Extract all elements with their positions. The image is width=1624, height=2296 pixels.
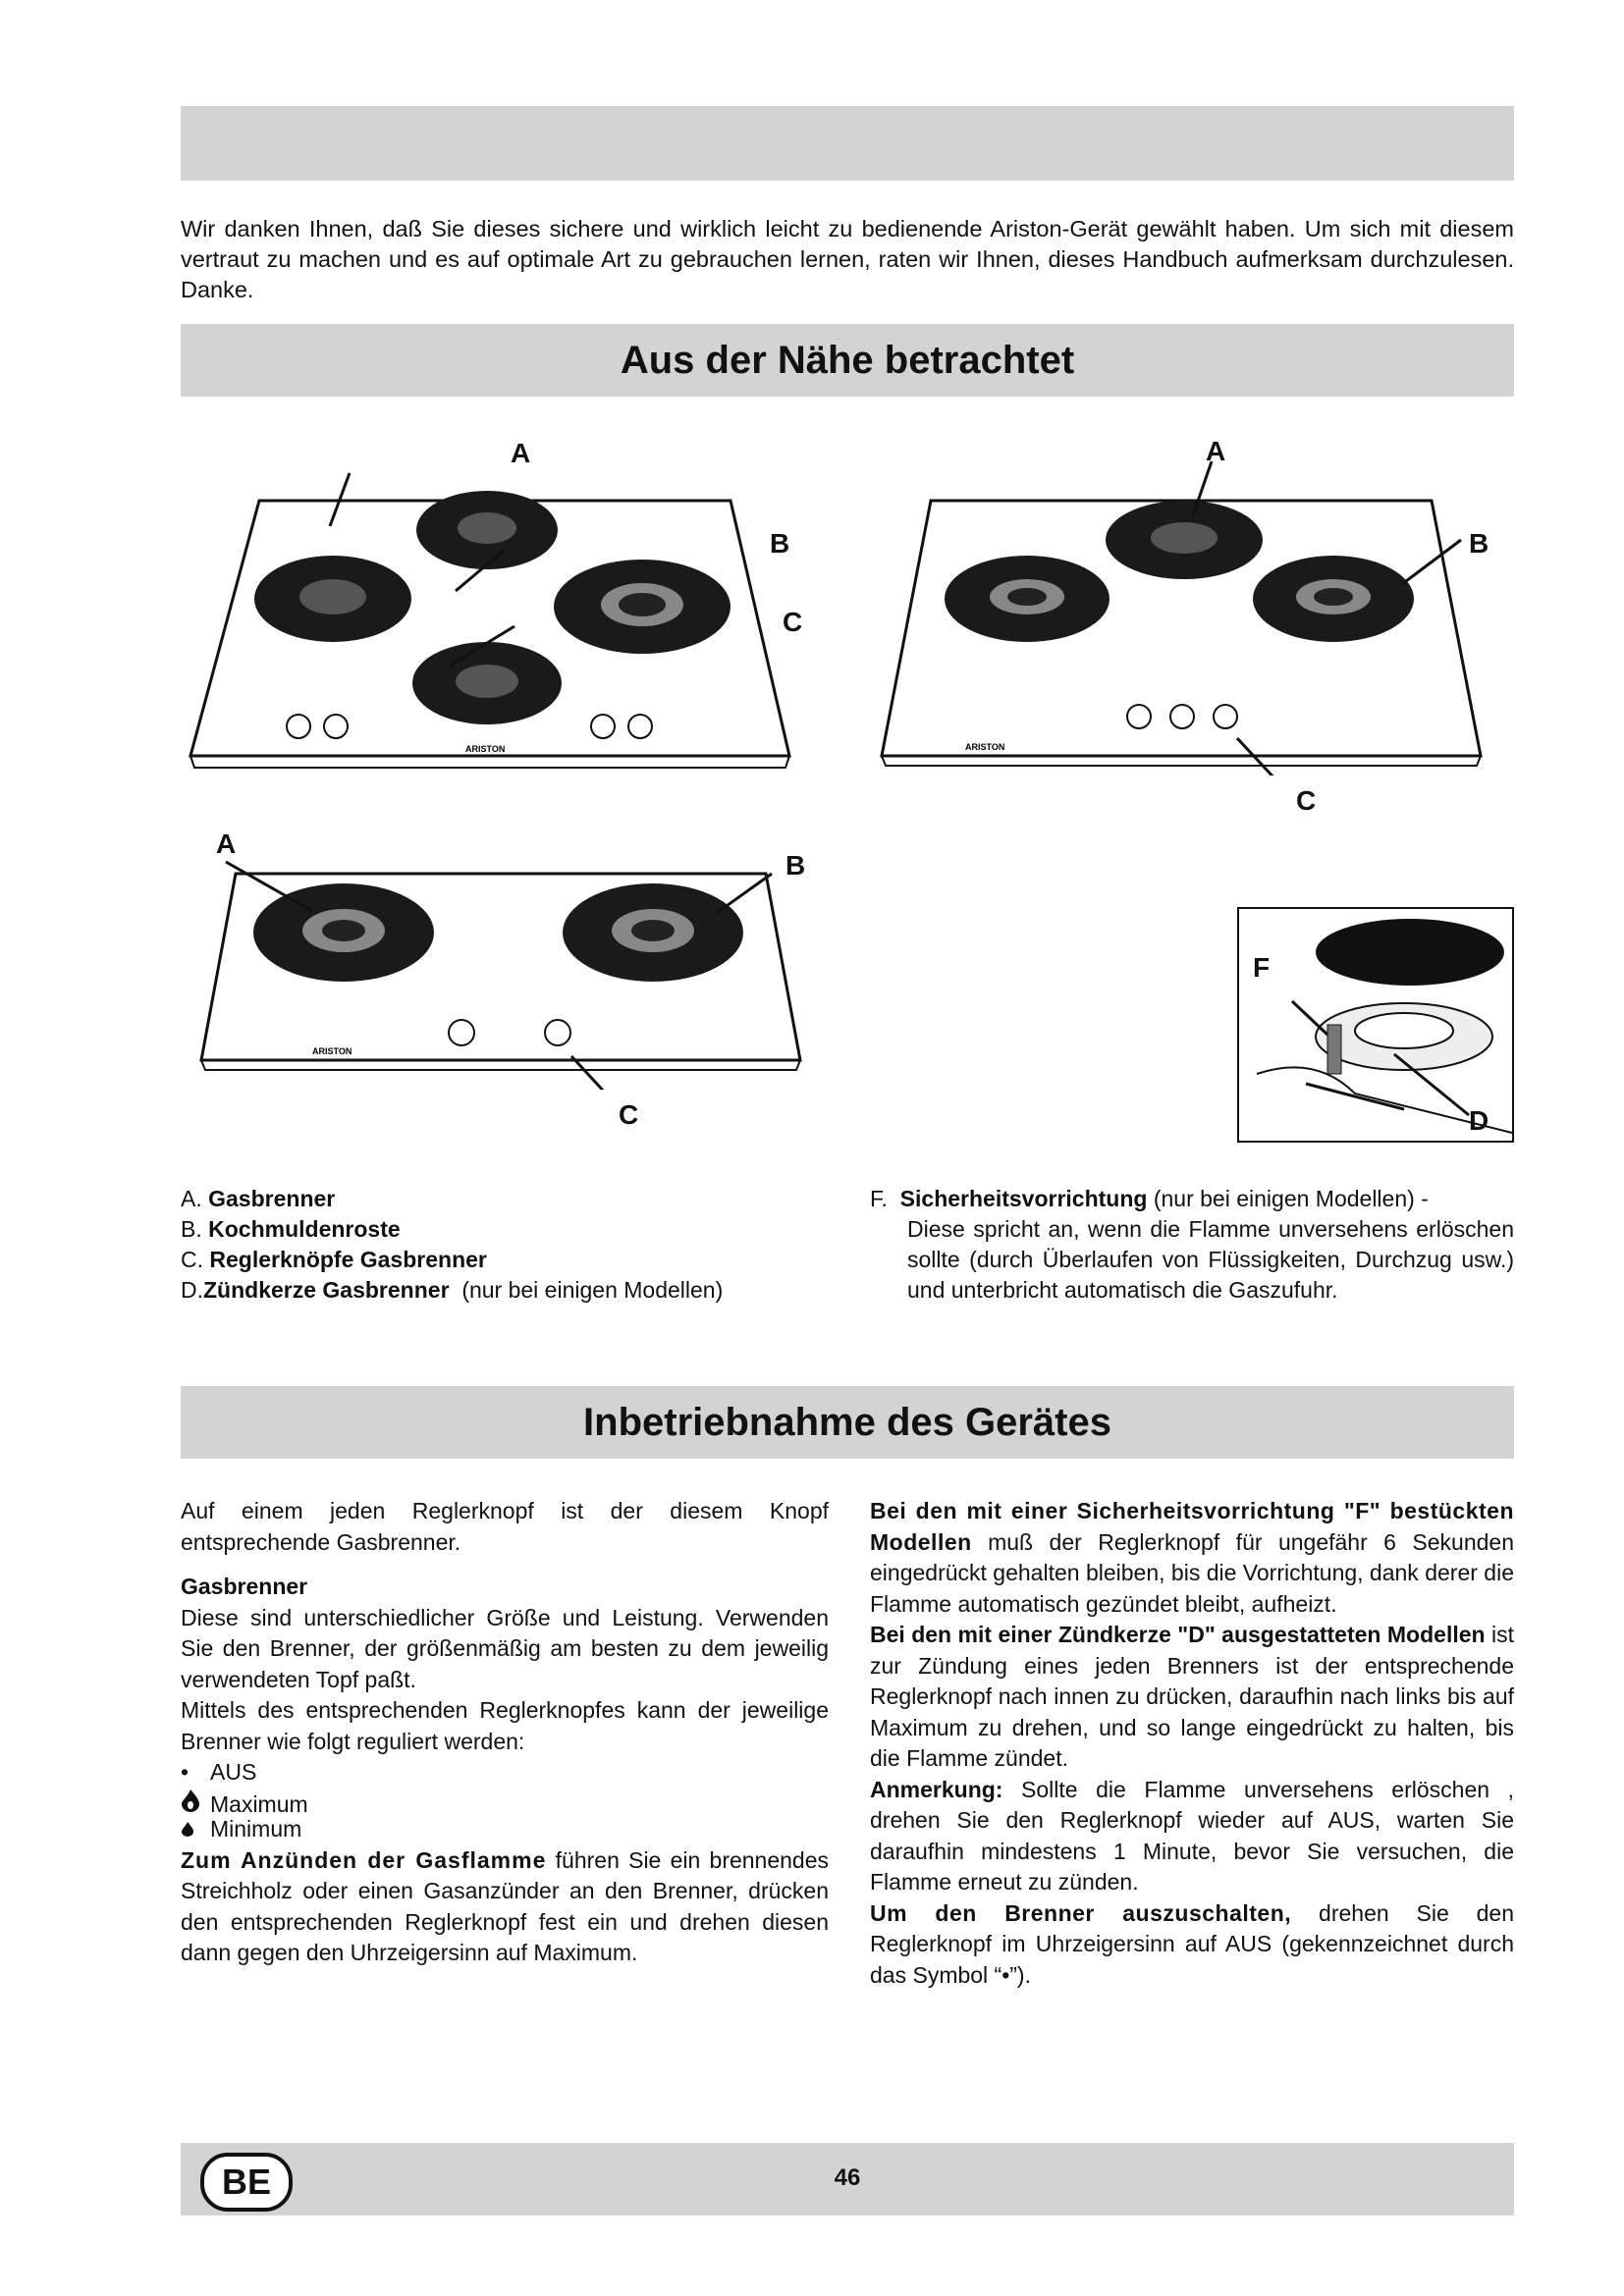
regulation-text: Mittels des entsprechenden Reglerknopfes kann der jeweilige Brenner wie folgt reguliert werden: <box>181 1697 829 1754</box>
setting-off: • AUS <box>181 1757 829 1789</box>
safety-device-text: Bei den mit einer Sicherheitsvorrichtung "F" bestückten Modellen muß der Reglerknopf für ungefähr 6 Sekunden eingedrückt gehalten bleiben, bis die Vorrichtung, dank derer die Flamme automatisch gezündet bleibt, aufheizt. <box>870 1498 1514 1617</box>
setting-min: Minimum <box>181 1814 829 1845</box>
label-c-3: C <box>619 1099 639 1130</box>
spark-plug-text: Bei den mit einer Zündkerze "D" ausgestatteten Modellen ist zur Zündung eines jeden Brenners ist der entsprechende Reglerknopf nach innen zu drücken, daraufhin nach links bis auf Maximum zu drehen, und so lange eingedrückt zu halten, bis die Flamme zündet. <box>870 1622 1515 1771</box>
page-number: 46 <box>834 2164 861 2191</box>
section-title-startup: Inbetriebnahme des Gerätes <box>583 1401 1111 1444</box>
label-c: C <box>783 607 803 637</box>
burner-size-text: Diese sind unterschiedlicher Größe und Leistung. Verwenden Sie den Brenner, der größenmäßig am besten zu dem jeweilig verwendeten Topf paßt. <box>181 1604 829 1692</box>
brand-logo-2: ARISTON <box>965 742 1005 752</box>
right-column <box>870 1496 1514 1991</box>
footer-band <box>181 2143 1514 2216</box>
label-b-3: B <box>785 850 806 881</box>
intro-text: Wir danken Ihnen, daß Sie dieses sichere und wirklich leicht zu bedienende Ariston-Gerät gewählt haben. Um sich mit diesem vertraut zu machen und es auf optimale Art zu gebrauchen lernen, raten wir Ihnen, dieses Handbuch aufmerksam durchzulesen. Danke. <box>181 216 1514 302</box>
section-title-overview: Aus der Nähe betrachtet <box>620 339 1075 382</box>
switch-off-text: Um den Brenner auszuschalten, drehen Sie den Reglerknopf im Uhrzeigersinn auf AUS (gekennzeichnet durch das Symbol “•”). <box>870 1899 1515 1988</box>
bullet-icon: • <box>181 1759 189 1785</box>
label-f: F <box>1253 952 1271 983</box>
legend-item-a: A. Gasbrenner <box>181 1186 336 1211</box>
setting-max: Maximum <box>181 1789 829 1821</box>
header-band <box>181 106 1514 181</box>
legend-item-c: C. Reglerknöpfe Gasbrenner <box>181 1247 487 1272</box>
label-b: B <box>770 528 790 559</box>
label-d: D <box>1469 1105 1489 1136</box>
ignition-text: Zum Anzünden der Gasflamme führen Sie ein brennendes Streichholz oder einen Gasanzünder an den Brenner, drücken den entsprechenden Reglerknopf fest ein und drehen diesen dann gegen den Uhrzeigersinn auf Maximum. <box>181 1846 830 1965</box>
brand-logo-3: ARISTON <box>312 1046 352 1056</box>
legend-right <box>870 1184 1514 1306</box>
burner-left <box>254 556 411 642</box>
hob-figure-two-burner <box>196 844 805 1090</box>
hob-figure-three-burner <box>872 461 1490 775</box>
burner-bottom <box>412 642 562 724</box>
section-band-2 <box>181 1386 1514 1459</box>
label-a: A <box>511 438 531 468</box>
label-b-2: B <box>1469 528 1489 559</box>
label-c-2: C <box>1296 785 1317 816</box>
brand-logo: ARISTON <box>465 744 506 754</box>
small-flame-icon <box>181 1814 210 1845</box>
legend-item-d: D.Zündkerze Gasbrenner (nur bei einigen Modellen) <box>181 1277 724 1303</box>
country-badge: BE <box>200 2153 293 2212</box>
legend-item-b: B. Kochmuldenroste <box>181 1216 401 1242</box>
label-a-2: A <box>1206 436 1226 466</box>
left-column <box>181 1496 829 1969</box>
note-text: Anmerkung: Sollte die Flamme unversehens erlöschen , drehen Sie den Reglerknopf wieder auf AUS, warten Sie daraufhin mindestens 1 Minute, bevor Sie versuchen, die Flamme erneut zu zünden. <box>870 1776 1514 1895</box>
hob-figure-four-burner <box>181 432 809 785</box>
legend-item-f-text: Diese spricht an, wenn die Flamme unversehens erlöschen sollte (durch Überlaufen von Flüssigkeiten, Durchzug usw.) und unterbricht automatisch die Gaszufuhr. <box>907 1216 1514 1303</box>
legend-item-f: F. Sicherheitsvorrichtung (nur bei einigen Modellen) - <box>870 1186 1429 1211</box>
burner-top <box>416 491 558 569</box>
legend-left <box>181 1184 819 1306</box>
section-band-1 <box>181 324 1514 397</box>
burner-right <box>554 560 731 654</box>
knob-intro-text: Auf einem jeden Reglerknopf ist der diesem Knopf entsprechende Gasbrenner. <box>181 1498 829 1555</box>
subheading-gasbrenner: Gasbrenner <box>181 1574 308 1599</box>
label-a-3: A <box>216 828 237 859</box>
